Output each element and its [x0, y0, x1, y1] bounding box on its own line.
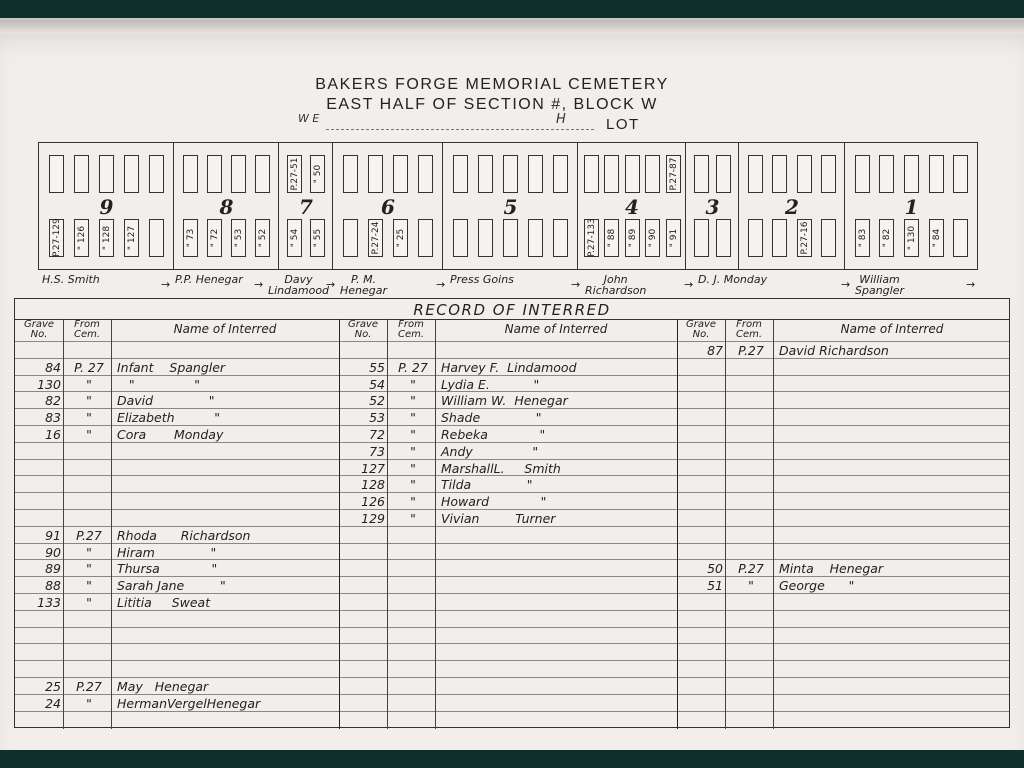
grave-plot [74, 155, 89, 193]
from-cemetery: P.27 [738, 343, 764, 358]
grave-number: 73 [369, 443, 385, 459]
ruled-line [15, 677, 1009, 678]
grave-plot [453, 219, 468, 257]
grave-plot [604, 219, 619, 257]
grave-number-label: " 127 [127, 225, 137, 251]
lot-6 [333, 143, 443, 269]
grave-plot [879, 155, 894, 193]
grave-number-label: P.27-51 [290, 157, 300, 191]
lot-owner-name: H.S. Smith [42, 273, 100, 286]
grave-number-label: P.27-133 [586, 218, 597, 257]
interred-name: Elizabeth " [117, 410, 220, 426]
grave-plot [183, 219, 198, 257]
from-cemetery: " [748, 578, 754, 594]
grave-plot [797, 219, 812, 257]
lot-4 [578, 143, 686, 269]
from-cemetery: " [86, 427, 92, 442]
grave-number: 50 [707, 561, 723, 577]
interred-name: Cora Monday [117, 427, 224, 442]
grave-number: 52 [369, 393, 385, 409]
lot-3 [686, 143, 739, 269]
grave-no-header: Grave No. [685, 319, 717, 340]
grave-plot [666, 155, 681, 193]
grave-plot [528, 155, 543, 193]
grave-number-label: P.27-24 [371, 221, 381, 255]
grave-plot [716, 155, 731, 193]
grave-number: 55 [369, 359, 385, 375]
grave-number-label: " 82 [882, 228, 893, 248]
grave-plot [124, 219, 139, 257]
lot-number: 3 [705, 195, 720, 219]
grave-plot [478, 219, 493, 257]
grave-plot [748, 219, 763, 257]
interred-name: Harvey F. Lindamood [441, 359, 577, 375]
lot-blank-line [326, 116, 594, 130]
grave-plot [207, 219, 222, 257]
grave-number-label: " 73 [186, 228, 196, 248]
lot-owner-name: John Richardson [585, 273, 647, 297]
column-divider [387, 319, 388, 729]
grave-plot [231, 155, 246, 193]
interred-name: David Richardson [779, 343, 889, 358]
interred-name: George " [779, 578, 855, 594]
grave-number-label: P.27-16 [799, 221, 810, 255]
lot-label: LOT [606, 116, 640, 133]
arrow-icon: → [571, 278, 581, 291]
grave-plot [553, 219, 568, 257]
grave-plot [74, 219, 89, 257]
from-cemetery: " [410, 393, 416, 409]
grave-plot [418, 219, 433, 257]
grave-plot [255, 219, 270, 257]
grave-plot [748, 155, 763, 193]
grave-plot [625, 155, 640, 193]
lot-number: 9 [99, 195, 114, 219]
grave-plot [772, 219, 787, 257]
grave-plot [694, 219, 709, 257]
sheet-top-edge [0, 20, 1024, 34]
grave-plot [231, 219, 246, 257]
grave-plot [503, 155, 518, 193]
grave-plot [879, 219, 894, 257]
grave-number-label: " 54 [290, 228, 300, 248]
from-cemetery: " [410, 443, 416, 459]
grave-plot [287, 219, 302, 257]
grave-number: 130 [37, 376, 61, 392]
grave-plot [183, 155, 198, 193]
grave-plot [418, 155, 433, 193]
grave-plot [797, 155, 812, 193]
from-cemetery: " [410, 427, 416, 442]
lot-owner-name: D. J. Monday [698, 273, 768, 286]
grave-number-label: " 72 [210, 228, 220, 248]
grave-plot [124, 155, 139, 193]
from-cemetery: " [86, 544, 92, 560]
grave-number: 88 [45, 578, 61, 594]
arrow-icon: → [966, 278, 976, 291]
grave-no-header: Grave No. [23, 319, 55, 340]
grave-number-label: " 88 [607, 228, 617, 248]
grave-plot [821, 155, 836, 193]
grave-number: 126 [361, 494, 385, 510]
interred-name: Vivian Turner [441, 511, 556, 526]
grave-number: 16 [45, 427, 61, 442]
interred-name: Lititia Sweat [117, 595, 211, 610]
lot-owner-name: Davy Lindamood [268, 273, 330, 297]
ruled-line [15, 341, 1009, 342]
grave-number: 53 [369, 410, 385, 426]
interred-name: Rhoda Richardson [117, 527, 251, 543]
grave-plot [149, 155, 164, 193]
arrow-icon: → [254, 278, 264, 291]
from-cemetery: " [410, 376, 416, 392]
lot-5 [443, 143, 578, 269]
lot-1 [845, 143, 978, 269]
arrow-icon: → [436, 278, 446, 291]
lot-number: 1 [904, 195, 919, 219]
grave-plot [343, 219, 358, 257]
name-of-interred-header: Name of Interred [504, 322, 608, 336]
interred-name: Lydia E. " [441, 376, 540, 392]
grave-plot [625, 219, 640, 257]
lot-owner-name: Press Goins [450, 273, 514, 286]
lot-owner-name: P. M. Henegar [340, 273, 388, 297]
column-divider [725, 319, 726, 729]
grave-plot [929, 219, 944, 257]
grave-plot [368, 155, 383, 193]
grave-number: 127 [361, 460, 385, 476]
grave-number: 83 [45, 410, 61, 426]
grave-plot [149, 219, 164, 257]
grave-number-label: " 25 [396, 228, 406, 248]
grave-number-label: P.27-87 [668, 157, 679, 191]
h-annotation: H [556, 112, 566, 127]
column-divider [111, 319, 112, 729]
grave-plot [207, 155, 222, 193]
grave-plot [255, 155, 270, 193]
from-cemetery: P. 27 [398, 359, 428, 375]
cemetery-title: BAKERS FORGE MEMORIAL CEMETERY [315, 76, 669, 93]
from-cemetery: " [86, 376, 92, 392]
lot-number: 4 [625, 195, 639, 219]
interred-name: May Henegar [117, 679, 209, 694]
grave-number-label: " 52 [258, 228, 268, 248]
grave-plot [855, 155, 870, 193]
from-cemetery: " [410, 511, 416, 526]
grave-plot [645, 219, 660, 257]
grave-number-label: " 53 [234, 228, 244, 248]
ruled-line [15, 660, 1009, 661]
grave-plot [666, 219, 681, 257]
grave-plot [821, 219, 836, 257]
grave-plot [553, 155, 568, 193]
from-cemetery: " [410, 477, 416, 493]
lot-owner-name: William Spangler [855, 273, 905, 297]
grave-plot [904, 219, 919, 257]
from-cemetery: " [410, 410, 416, 426]
grave-number: 87 [707, 343, 723, 358]
grave-number: 129 [361, 511, 385, 526]
grave-plot [953, 155, 968, 193]
plot-map [38, 142, 978, 270]
from-cemetery: " [410, 460, 416, 476]
grave-plot [99, 219, 114, 257]
grave-number-label: " 90 [648, 228, 658, 248]
from-cemetery: " [86, 578, 92, 594]
grave-number: 51 [707, 578, 723, 594]
grave-number: 133 [37, 595, 61, 610]
grave-plot [855, 219, 870, 257]
grave-number-label: P.27-129 [52, 218, 62, 257]
grave-plot [772, 155, 787, 193]
lot-owner-name: P.P. Henegar [175, 273, 243, 286]
grave-number-label: " 83 [857, 228, 868, 248]
grave-plot [584, 219, 599, 257]
grave-plot [310, 219, 325, 257]
from-cemetery: " [410, 494, 416, 510]
grave-number: 72 [369, 427, 385, 442]
interred-name: Sarah Jane " [117, 578, 226, 594]
grave-number-label: " 91 [668, 228, 679, 248]
grave-plot [99, 155, 114, 193]
interred-name: Rebeka " [441, 427, 546, 442]
grave-number: 90 [45, 544, 61, 560]
grave-number: 82 [45, 393, 61, 409]
ruled-line [15, 643, 1009, 644]
grave-plot [287, 155, 302, 193]
grave-plot [393, 155, 408, 193]
from-cemetery: P. 27 [74, 359, 104, 375]
grave-plot [904, 155, 919, 193]
grave-plot [929, 155, 944, 193]
lot-9 [39, 143, 174, 269]
grave-number: 84 [45, 359, 61, 375]
grave-plot [49, 219, 64, 257]
record-of-interred-table [14, 298, 1010, 728]
from-cemetery: P.27 [76, 527, 102, 543]
grave-plot [49, 155, 64, 193]
ruled-line [15, 627, 1009, 628]
from-cemetery: " [86, 410, 92, 426]
arrow-icon: → [326, 278, 336, 291]
column-group-divider [677, 319, 678, 729]
grave-number-label: " 89 [627, 228, 638, 248]
interred-name: Tilda " [441, 477, 533, 493]
grave-number-label: " 126 [77, 225, 87, 251]
grave-plot [453, 155, 468, 193]
interred-name: William W. Henegar [441, 393, 568, 409]
grave-number: 89 [45, 561, 61, 577]
grave-plot [478, 155, 493, 193]
grave-number-label: " 84 [931, 228, 942, 248]
grave-number: 128 [361, 477, 385, 493]
interred-name: MarshallL. Smith [441, 460, 561, 476]
grave-plot [368, 219, 383, 257]
from-cemetery: P.27 [76, 679, 102, 694]
interred-name: David " [117, 393, 215, 409]
from-cemetery: " [86, 393, 92, 409]
column-divider [773, 319, 774, 729]
from-cemetery: P.27 [738, 561, 764, 577]
grave-plot [343, 155, 358, 193]
grave-number-label: " 50 [313, 164, 323, 184]
interred-name: Thursa " [117, 561, 218, 577]
from-cemetery: " [86, 595, 92, 610]
grave-plot [503, 219, 518, 257]
we-annotation: W E [298, 112, 320, 125]
from-cem-header: From Cem. [397, 319, 425, 340]
lot-7 [279, 143, 333, 269]
grave-number: 24 [45, 695, 61, 711]
grave-number-label: " 128 [102, 225, 112, 251]
lot-number: 8 [219, 195, 234, 219]
interred-name: Andy " [441, 443, 539, 459]
from-cemetery: " [86, 695, 92, 711]
grave-plot [953, 219, 968, 257]
grave-number: 25 [45, 679, 61, 694]
column-group-divider [339, 319, 340, 729]
arrow-icon: → [684, 278, 694, 291]
lot-number: 5 [503, 195, 518, 219]
from-cemetery: " [86, 561, 92, 577]
grave-plot [716, 219, 731, 257]
interred-name: HermanVergelHenegar [117, 695, 261, 711]
grave-plot [528, 219, 543, 257]
grave-plot [694, 155, 709, 193]
column-divider [63, 319, 64, 729]
column-divider [435, 319, 436, 729]
interred-name: " " [117, 376, 201, 392]
interred-name: Hiram " [117, 544, 217, 560]
arrow-icon: → [841, 278, 851, 291]
grave-number-label: " 130 [907, 225, 917, 251]
grave-number-label: " 55 [313, 228, 323, 248]
lot-number: 2 [785, 195, 799, 219]
grave-plot [584, 155, 599, 193]
grave-plot [310, 155, 325, 193]
from-cem-header: From Cem. [735, 319, 763, 340]
interred-name: Infant Spangler [117, 359, 226, 375]
grave-number: 54 [369, 376, 385, 392]
lot-2 [739, 143, 845, 269]
section-block-title: EAST HALF OF SECTION #, BLOCK W [326, 96, 658, 113]
from-cem-header: From Cem. [73, 319, 101, 340]
interred-name: Minta Henegar [779, 561, 884, 577]
grave-number: 91 [45, 527, 61, 543]
grave-plot [393, 219, 408, 257]
grave-plot [645, 155, 660, 193]
title-divider [15, 319, 1009, 320]
lot-number: 6 [381, 195, 395, 219]
name-of-interred-header: Name of Interred [840, 322, 944, 336]
grave-no-header: Grave No. [347, 319, 379, 340]
record-title: RECORD OF INTERRED [413, 301, 611, 319]
lot-8 [174, 143, 279, 269]
interred-name: Shade " [441, 410, 542, 426]
arrow-icon: → [161, 278, 171, 291]
name-of-interred-header: Name of Interred [173, 322, 277, 336]
interred-name: Howard " [441, 494, 547, 510]
lot-number: 7 [299, 195, 313, 219]
grave-plot [604, 155, 619, 193]
